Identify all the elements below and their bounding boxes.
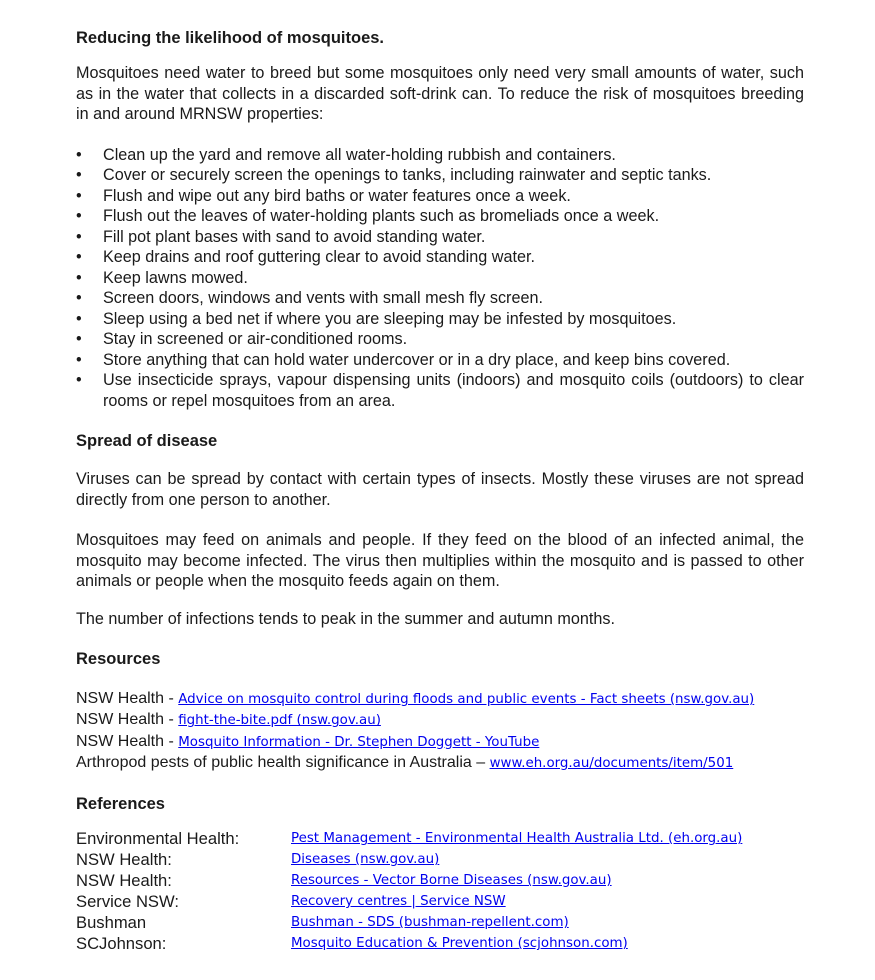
reducing-intro: Mosquitoes need water to breed but some mosquitoes only need very small amounts of water, such as in the water that collects in a discarded soft-drink can. To reduce the risk of mosquitoes breeding in and around MRNSW properties: <box>76 64 804 123</box>
section-heading-spread: Spread of disease <box>76 432 218 450</box>
reference-link[interactable]: Mosquito Education & Prevention (scjohnson.com) <box>291 936 628 952</box>
reference-link[interactable]: Bushman - SDS (bushman-repellent.com) <box>291 915 569 931</box>
list-item: • Stay in screened or air-conditioned rooms. <box>76 329 804 350</box>
reference-row <box>76 891 804 912</box>
spread-paragraph-2: Mosquitoes may feed on animals and people. If they feed on the blood of an infected animal, the mosquito may become infected. The virus then multiplies within the mosquito and is passed to other animals or people when the mosquito feeds again on them. <box>76 531 804 590</box>
list-item: • Flush out the leaves of water-holding plants such as bromeliads once a week. <box>76 206 804 227</box>
resource-link[interactable]: Advice on mosquito control during floods and public events - Fact sheets (nsw.gov.au) <box>178 692 755 707</box>
resource-link[interactable]: Mosquito Information - Dr. Stephen Doggett - YouTube <box>178 734 540 750</box>
section-heading-resources: Resources <box>76 650 161 668</box>
list-item: • Sleep using a bed net if where you are sleeping may be infested by mosquitoes. <box>76 309 804 330</box>
reference-row <box>76 933 804 954</box>
resource-prefix: NSW Health - <box>76 690 179 707</box>
reference-label: Service NSW: <box>76 892 179 912</box>
list-item: • Keep lawns mowed. <box>76 268 804 289</box>
list-item: • Use insecticide sprays, vapour dispensing units (indoors) and mosquito coils (outdoors) to clear rooms or repel mosquitoes from an area. <box>76 370 804 411</box>
resource-row <box>76 753 804 774</box>
resources-list <box>76 689 804 774</box>
reference-row <box>76 870 804 891</box>
list-item: • Cover or securely screen the openings to tanks, including rainwater and septic tanks. <box>76 165 804 186</box>
resource-prefix: Arthropod pests of public health significance in Australia – <box>76 753 490 771</box>
list-item: • Clean up the yard and remove all water-holding rubbish and containers. <box>76 145 804 166</box>
reference-label: SCJohnson: <box>76 934 167 954</box>
list-item: • Fill pot plant bases with sand to avoid standing water. <box>76 227 804 248</box>
resource-row <box>76 710 804 731</box>
resource-row <box>76 689 804 710</box>
reference-link[interactable]: Pest Management - Environmental Health Australia Ltd. (eh.org.au) <box>291 831 743 847</box>
reference-link[interactable]: Diseases (nsw.gov.au) <box>291 852 440 868</box>
section-heading-reducing: Reducing the likelihood of mosquitoes. <box>76 29 385 47</box>
reference-row <box>76 849 804 870</box>
spread-paragraph-1: Viruses can be spread by contact with certain types of insects. Mostly these viruses are not spread directly from one person to another. <box>76 470 804 509</box>
list-item: • Flush and wipe out any bird baths or water features once a week. <box>76 186 804 207</box>
resource-prefix: NSW Health - <box>76 732 179 750</box>
resource-link[interactable]: fight-the-bite.pdf (nsw.gov.au) <box>178 713 381 729</box>
reference-row <box>76 828 804 849</box>
resource-link[interactable]: www.eh.org.au/documents/item/501 <box>489 755 734 771</box>
section-heading-references: References <box>76 795 165 814</box>
resource-prefix: NSW Health - <box>76 711 179 729</box>
reference-label: NSW Health: <box>76 871 172 891</box>
reference-row <box>76 912 804 933</box>
reference-link[interactable]: Resources - Vector Borne Diseases (nsw.gov.au) <box>291 873 612 889</box>
mosquito-tips-list <box>76 145 804 412</box>
reference-link[interactable]: Recovery centres | Service NSW <box>291 894 506 910</box>
document-page <box>76 28 804 954</box>
list-item: • Store anything that can hold water undercover or in a dry place, and keep bins covered. <box>76 350 804 371</box>
reference-label: Bushman <box>76 913 147 933</box>
reference-label: NSW Health: <box>76 850 172 870</box>
spread-paragraph-3: The number of infections tends to peak in the summer and autumn months. <box>76 609 615 628</box>
reference-label: Environmental Health: <box>76 829 240 849</box>
list-item: • Screen doors, windows and vents with small mesh fly screen. <box>76 288 804 309</box>
references-list <box>76 828 804 954</box>
list-item: • Keep drains and roof guttering clear to avoid standing water. <box>76 247 804 268</box>
resource-row <box>76 732 804 753</box>
